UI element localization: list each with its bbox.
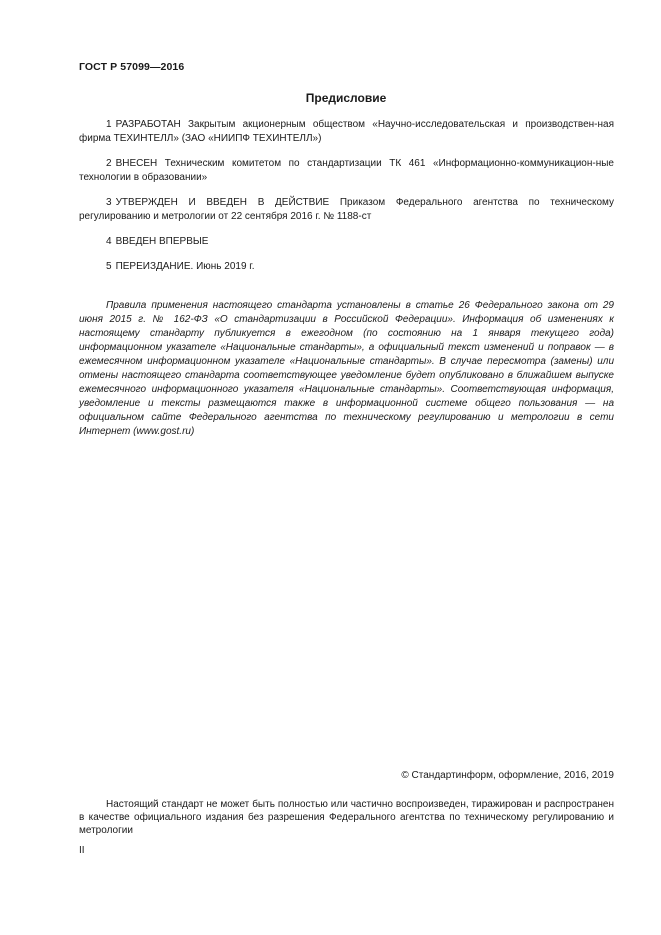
reproduction-notice: Настоящий стандарт не может быть полностью или частично воспроизведен, тиражирован и распространен в качестве официального издания без разрешения Федерального агентства по техническому регулированию и метрологии: [79, 799, 614, 836]
item-number: 2: [106, 158, 112, 169]
foreword-item-2: [79, 157, 614, 185]
item-number: 5: [106, 261, 112, 272]
standard-code: ГОСТ Р 57099—2016: [79, 61, 185, 73]
application-rules-text: Правила применения настоящего стандарта установлены в статье 26 Федерального закона от 29 июня 2015 г. № 162-ФЗ «О стандартизации в Российской Федерации». Информация об изменениях к настоящему стандарту публикуется в ежегодном (по состоянию на 1 января текущего года) информационном указателе «Национальные стандарты», а официальный текст изменений и поправок — в ежемесячном информационном указателе «Национальные стандарты». В случае пересмотра (замены) или отмены настоящего стандарта соответствующее уведомление будет опубликовано в ближайшем выпуске ежемесячного информационного указателя «Национальные стандарты». Соответствующая информация, уведомление и тексты размещаются также в информационной системе общего пользования — на официальном сайте Федерального агентства по техническому регулированию и метрологии в сети Интернет (www.gost.ru): [79, 300, 614, 437]
item-text: РАЗРАБОТАН Закрытым акционерным обществом «Научно-исследовательская и производствен-ная фирма ТЕХИНТЕЛЛ» (ЗАО «НИИПФ ТЕХИНТЕЛЛ»): [79, 119, 614, 144]
foreword-item-3: [79, 196, 614, 224]
item-text: УТВЕРЖДЕН И ВВЕДЕН В ДЕЙСТВИЕ Приказом Федерального агентства по техническому регулированию и метрологии от 22 сентября 2016 г. № 1188-ст: [79, 197, 614, 222]
foreword-item-5: [79, 260, 614, 274]
copyright-line: © Стандартинформ, оформление, 2016, 2019: [401, 770, 614, 781]
item-number: 1: [106, 119, 112, 130]
item-text: ВНЕСЕН Техническим комитетом по стандартизации ТК 461 «Информационно-коммуникацион-ные технологии в образовании»: [79, 158, 614, 183]
item-text: ПЕРЕИЗДАНИЕ. Июнь 2019 г.: [115, 261, 255, 272]
item-number: 3: [106, 197, 112, 208]
item-text: ВВЕДЕН ВПЕРВЫЕ: [115, 236, 209, 247]
page-number: II: [79, 845, 85, 856]
foreword-item-1: [79, 118, 614, 146]
foreword-items: [79, 118, 614, 285]
foreword-item-4: [79, 235, 614, 249]
item-number: 4: [106, 236, 112, 247]
foreword-title: Предисловие: [305, 91, 387, 105]
